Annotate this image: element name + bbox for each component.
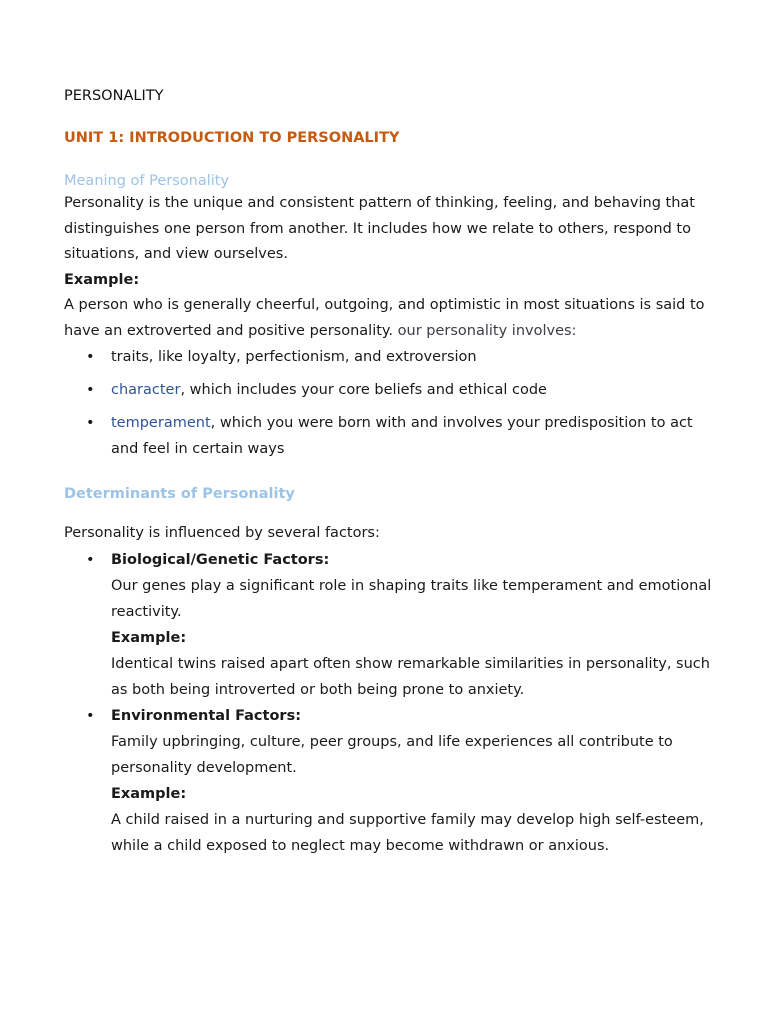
document-title: PERSONALITY [64,88,164,104]
factor-example-label: Example: [111,785,187,802]
character-link[interactable]: character [111,382,181,398]
determinants-intro: Personality is influenced by several factors: [64,525,380,541]
list-item-temperament [64,410,714,462]
character-text: , which includes your core beliefs and ethical code [180,382,547,398]
meaning-definition: Personality is the unique and consistent pattern of thinking, feeling, and behaving that distinguishes one person from another. It includes how we relate to others, respond to situations, and view ourselves. [64,195,695,262]
meaning-example-label: Example: [64,271,140,288]
unit-heading: UNIT 1: INTRODUCTION TO PERSONALITY [64,130,400,146]
meaning-example-paragraph [64,293,714,344]
bullet-icon: • [86,382,95,398]
bullet-icon: • [86,415,95,431]
meaning-involves-text: our personality involves: [393,322,577,339]
personality-components-list [64,344,714,462]
list-item-traits [64,344,714,370]
bullet-icon: • [86,551,95,568]
list-item-biological-factors [64,547,714,703]
determinants-heading: Determinants of Personality [64,486,295,502]
determinants-list [64,547,714,859]
meaning-heading: Meaning of Personality [64,173,230,189]
factor-example-text: A child raised in a nurturing and supportive family may develop high self-esteem, while a child exposed to neglect may become withdrawn or anxious. [111,811,704,854]
traits-text: traits, like loyalty, perfectionism, and extroversion [111,349,477,365]
list-item-character [64,377,714,403]
factor-title: Environmental Factors: [111,707,301,724]
factor-title: Biological/Genetic Factors: [111,551,330,568]
factor-description: Our genes play a significant role in shaping traits like temperament and emotional reactivity. [111,577,712,620]
factor-example-text: Identical twins raised apart often show remarkable similarities in personality, such as both being introverted or both being prone to anxiety. [111,655,710,698]
list-item-environmental-factors [64,703,714,859]
bullet-icon: • [86,349,95,365]
factor-example-label: Example: [111,629,187,646]
bullet-icon: • [86,707,95,724]
meaning-example-text: A person who is generally cheerful, outgoing, and optimistic in most situations is said to have an extroverted and positive personality. [64,297,705,339]
temperament-text: , which you were born with and involves your predisposition to act and feel in certain ways [111,415,693,457]
document-page [64,86,714,859]
factor-description: Family upbringing, culture, peer groups, and life experiences all contribute to personality development. [111,733,673,776]
temperament-link[interactable]: temperament [111,415,211,431]
